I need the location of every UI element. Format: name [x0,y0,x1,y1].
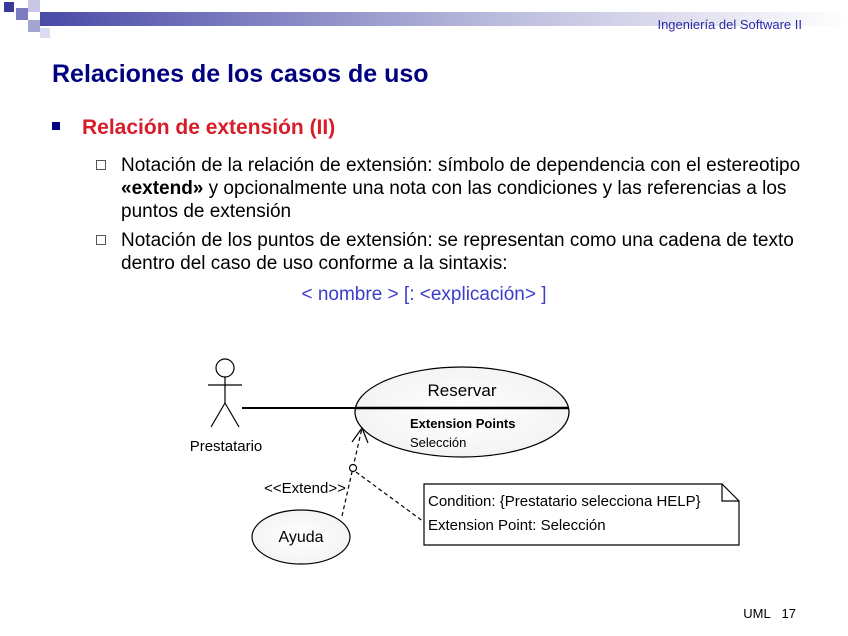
footer-section: UML [743,606,771,621]
actor-label: Prestatario [189,438,263,455]
syntax-line: < nombre > [: <explicación> ] [301,284,547,305]
ayuda-label: Ayuda [278,529,324,546]
point-1-bold: «extend» [121,178,204,199]
note-ext-point: Extension Point: Selección [428,517,606,534]
point-1-before: Notación de la relación de extensión: símbolo de dependencia con el estereotipo [121,155,801,176]
section-heading-text: Relación de extensión (II) [82,116,336,139]
note-link [356,472,424,522]
page-number: 17 [781,606,796,621]
ext-point-label: Selección [410,435,467,450]
point-1-after: y opcionalmente una nota con las condiciones y las referencias a los puntos de extensión [121,178,787,222]
point-2-text: Notación de los puntos de extensión: se representan como una cadena de texto dentro del caso de uso conforme a la sintaxis: [121,230,794,274]
note-anchor-icon [350,465,357,472]
course-name: Ingeniería del Software II [657,17,802,32]
actor-icon [208,359,242,427]
slide-title: Relaciones de los casos de uso [52,60,429,88]
extend-stereotype: <<Extend>> [264,480,346,497]
note-condition: Condition: {Prestatario selecciona HELP} [428,493,701,510]
use-case-label: Reservar [427,381,497,400]
ext-points-header: Extension Points [410,416,516,431]
slide-footer [743,606,796,621]
